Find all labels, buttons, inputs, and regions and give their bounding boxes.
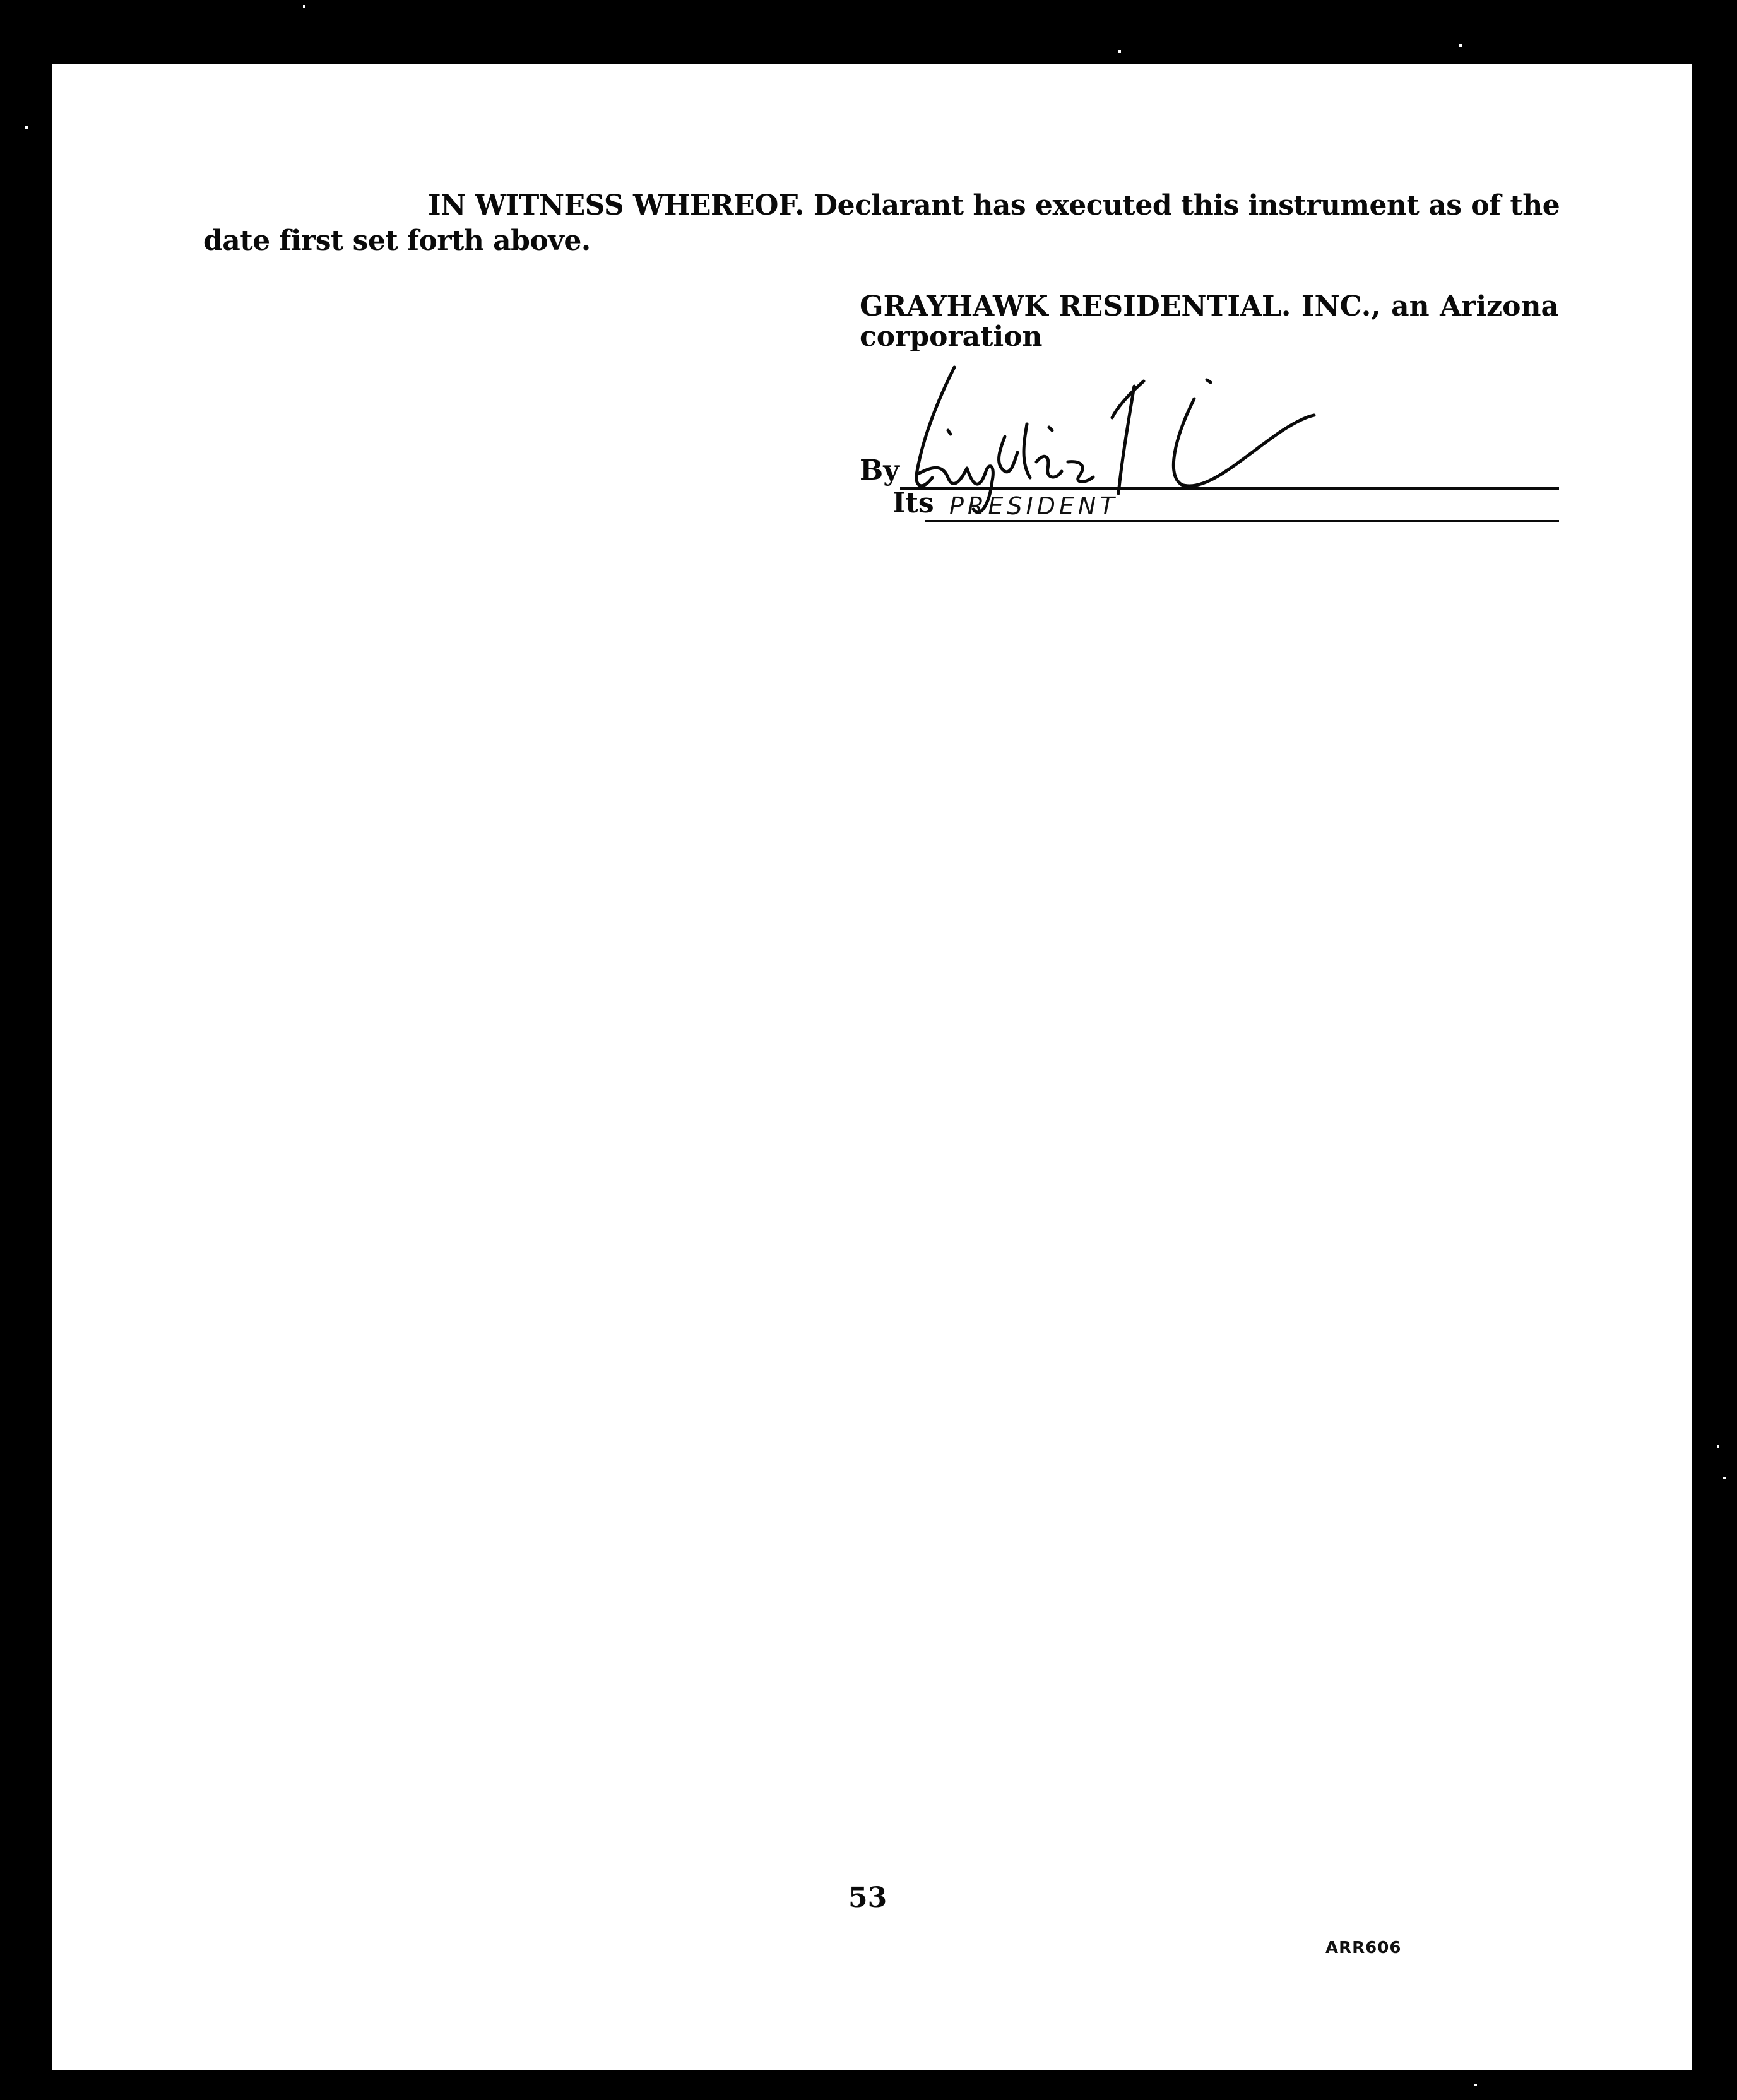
scan-speck: [1118, 50, 1121, 53]
page-number: 53: [848, 1882, 887, 1914]
by-label: By: [860, 454, 899, 487]
document-page: [52, 64, 1692, 2070]
witness-paragraph: [203, 188, 1610, 259]
scan-speck: [1459, 44, 1462, 47]
company-name: GRAYHAWK RESIDENTIAL. INC., an Arizona corporation: [860, 290, 1559, 353]
its-label: Its: [892, 487, 934, 519]
scan-speck: [1474, 2084, 1477, 2086]
signer-title: PRESIDENT: [949, 492, 1118, 520]
scan-speck: [1723, 1477, 1726, 1479]
witness-lead: IN WITNESS WHEREOF.: [428, 189, 805, 221]
scan-speck: [1717, 1445, 1719, 1448]
signature-line: [900, 487, 1559, 490]
scan-speck: [25, 126, 28, 129]
title-line: [925, 520, 1559, 522]
witness-body: Declarant has executed this instrument as of the date first set forth above.: [203, 189, 1560, 257]
bates-stamp: ARR606: [1325, 1938, 1402, 1957]
scan-speck: [303, 5, 305, 8]
